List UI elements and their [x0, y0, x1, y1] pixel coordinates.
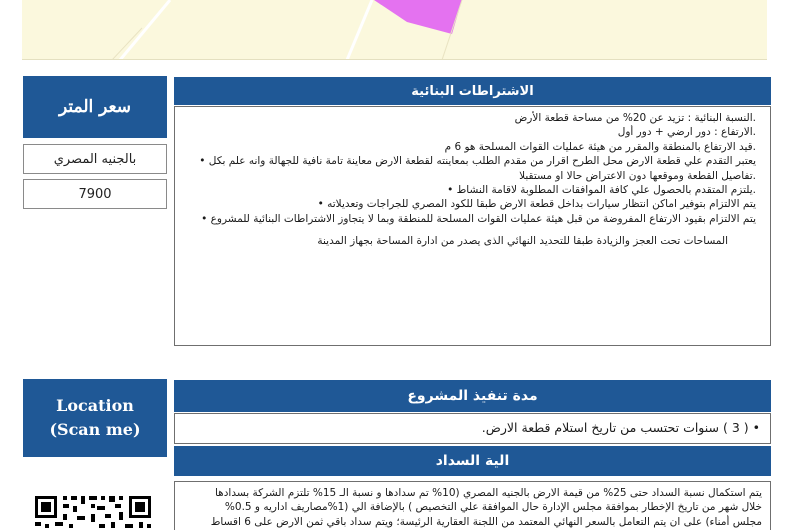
map-drawing [22, 0, 767, 60]
payment-mechanism-title: الية السداد [174, 446, 771, 476]
location-title: Location [56, 396, 134, 415]
area-note: المساحات تحت العجز والزيادة طبقا للتحديد النهائي الذى يصدر من ادارة المساحة بجهاز المدينة [317, 235, 728, 248]
payment-line: مجلس أمناء) على ان يتم التعامل بالسعر النهائي المعتمد من اللجنة العقارية الرئيسة؛ ويتم سداد باقي ثمن الارض على 6 اقساط [210, 515, 762, 528]
qr-code-icon [33, 494, 153, 530]
location-scan-hint: (Scan me) [49, 420, 141, 439]
site-map [22, 0, 767, 60]
condition-line: .يلتزم المتقدم بالحصول علي كافة الموافقات المطلوبة لاقامة النشاط • [447, 184, 756, 197]
payment-terms-box [174, 481, 771, 530]
project-duration-title: مدة تنفيذ المشروع [174, 380, 771, 412]
condition-line: .النسبة البنائية : تزيد عن 20% من مساحة قطعة الأرض [514, 112, 756, 124]
location-box [23, 379, 167, 457]
price-value: 7900 [23, 179, 167, 209]
price-per-meter-header: سعر المتر [23, 76, 167, 138]
project-duration-text: • ( 3 ) سنوات تحتسب من تاريخ استلام قطعة الارض. [174, 413, 771, 444]
condition-line: يعتبر التقدم علي قطعة الارض محل الطرح اقرار من مقدم الطلب بمعاينته لقطعة الارض معاينة تامة نافية للجهالة وانه علم بكل • [199, 155, 756, 168]
building-conditions-box [174, 106, 771, 346]
payment-line: يتم استكمال نسبة السداد حتى 25% من قيمة الارض بالجنيه المصري (10% تم سدادها و نسبة الـ 15% تلتزم الشركة بسدادها [214, 487, 762, 499]
condition-line: يتم الالتزام بقيود الارتفاع المفروضة من قبل هيئة عمليات القوات المسلحة للمنطقة وبما لا يتجاوز الاشتراطات البنائية للمشروع • [201, 212, 756, 225]
location-qr-code[interactable] [33, 494, 153, 530]
building-conditions-title: الاشتراطات البنائية [174, 77, 771, 105]
condition-line: يتم الالتزام بتوفير اماكن انتظار سيارات بداخل قطعة الارض طبقا للكود المصري للجراجات وتعديلاته • [317, 198, 756, 211]
condition-line: .قيد الارتفاع بالمنطقة والمقرر من هيئة عمليات القوات المسلحة هو 6 م [444, 140, 756, 153]
condition-line: .الارتفاع : دور ارضي + دور أول [617, 126, 756, 139]
condition-line: .تفاصيل القطعة وموقعها دون الاعتراض حالا او مستقبلا [519, 169, 756, 182]
currency-label: بالجنيه المصري [23, 144, 167, 174]
payment-line: خلال شهر من تاريخ الإخطار بموافقة مجلس الإدارة حال الموافقة علي التخصيص ) بالإضافة الي (1%مصاريف اداريه و 0.5% [224, 501, 762, 514]
